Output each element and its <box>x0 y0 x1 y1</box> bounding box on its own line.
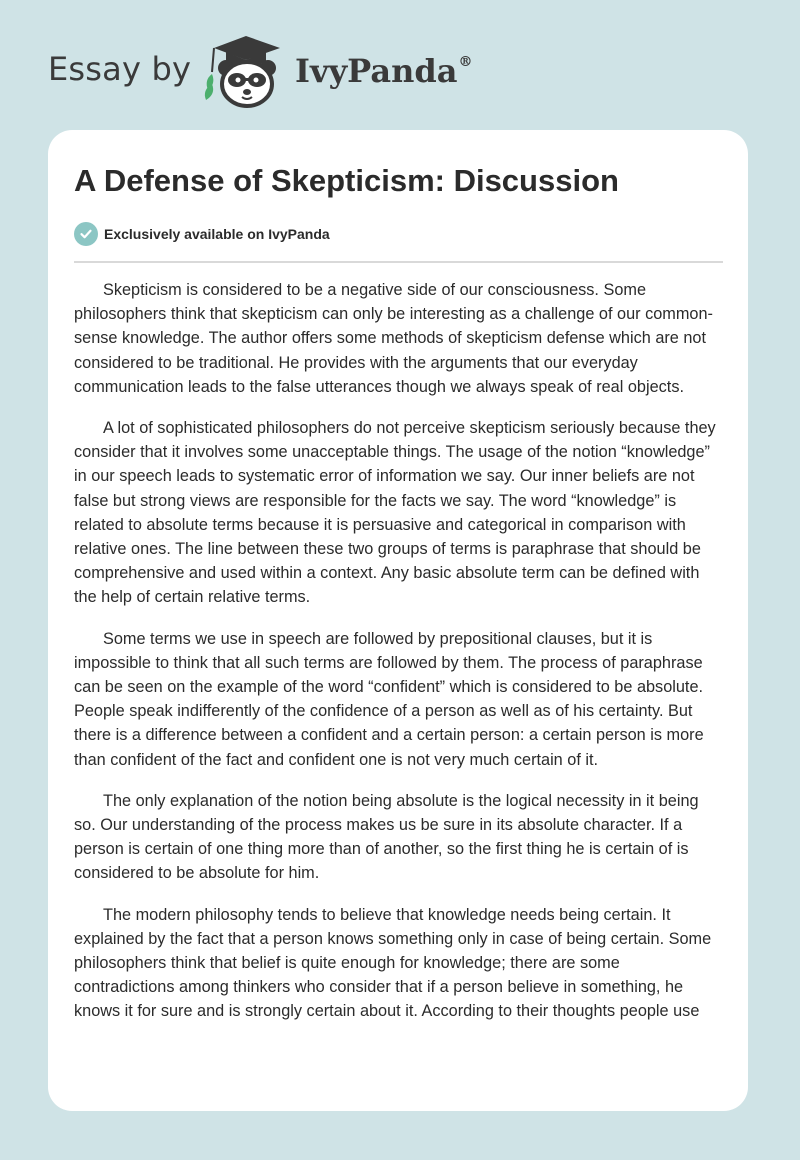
essay-card <box>48 130 748 1111</box>
page-title: A Defense of Skepticism: Discussion <box>74 163 619 198</box>
brand-name <box>295 52 472 90</box>
essay-body <box>74 278 724 1041</box>
panda-graduate-logo-icon <box>200 34 292 110</box>
title-divider <box>74 261 723 263</box>
essay-paragraph: Some terms we use in speech are followed by prepositional clauses, but it is impossible to think that all such terms are followed by them. The process of paraphrase can be seen on the example of the word “confident” which is considered to be absolute. People speak indifferently of the confidence of a person as well as of his certainty. But there is a difference between a confident and a certain person: a certain person is more than confident of the fact and confident one is not very much certain of it. <box>74 629 704 769</box>
registered-mark: ® <box>458 54 473 70</box>
exclusive-badge <box>74 222 330 246</box>
brand-name-text: IvyPanda <box>295 52 458 90</box>
essay-paragraph: The only explanation of the notion being absolute is the logical necessity in it being so. Our understanding of the process makes us be sure in its absolute character. If a person is certain of one thing more than of another, so the first thing he is certain of is considered to be absolute for him. <box>74 791 699 883</box>
site-header <box>0 0 800 130</box>
essay-paragraph: The modern philosophy tends to believe that knowledge needs being certain. It explained by the fact that a person knows something only in case of being certain. Some philosophers think that belief is quite enough for knowledge; there are some contradictions among thinkers who consider that if a person believe in something, he knows it for sure and is strongly certain about it. According to their thoughts people use <box>74 905 712 1021</box>
check-circle-icon <box>74 222 98 246</box>
exclusive-badge-label: Exclusively available on IvyPanda <box>104 226 330 242</box>
essay-paragraph: A lot of sophisticated philosophers do not perceive skepticism seriously because they consider that it involves some unacceptable things. The usage of the notion “knowledge” in our speech leads to systematic error of information we say. Our inner beliefs are not false but strong views are responsible for the facts we say. The word “knowledge” is related to absolute terms because it is persuasive and categorical in comparison with relative ones. The line between these two groups of terms is paraphrase that should be comprehensive and used within a context. Any basic absolute term can be defined with the help of certain relative terms. <box>74 419 716 607</box>
essay-by-label: Essay by <box>48 50 192 88</box>
essay-paragraph: Skepticism is considered to be a negative side of our consciousness. Some philosophers think that skepticism can only be interesting as a challenge of our common-sense knowledge. The author offers some methods of skepticism defense which are not considered to be traditional. He provides with the arguments that our everyday communication leads to the false utterances though we always speak of real objects. <box>74 281 713 396</box>
